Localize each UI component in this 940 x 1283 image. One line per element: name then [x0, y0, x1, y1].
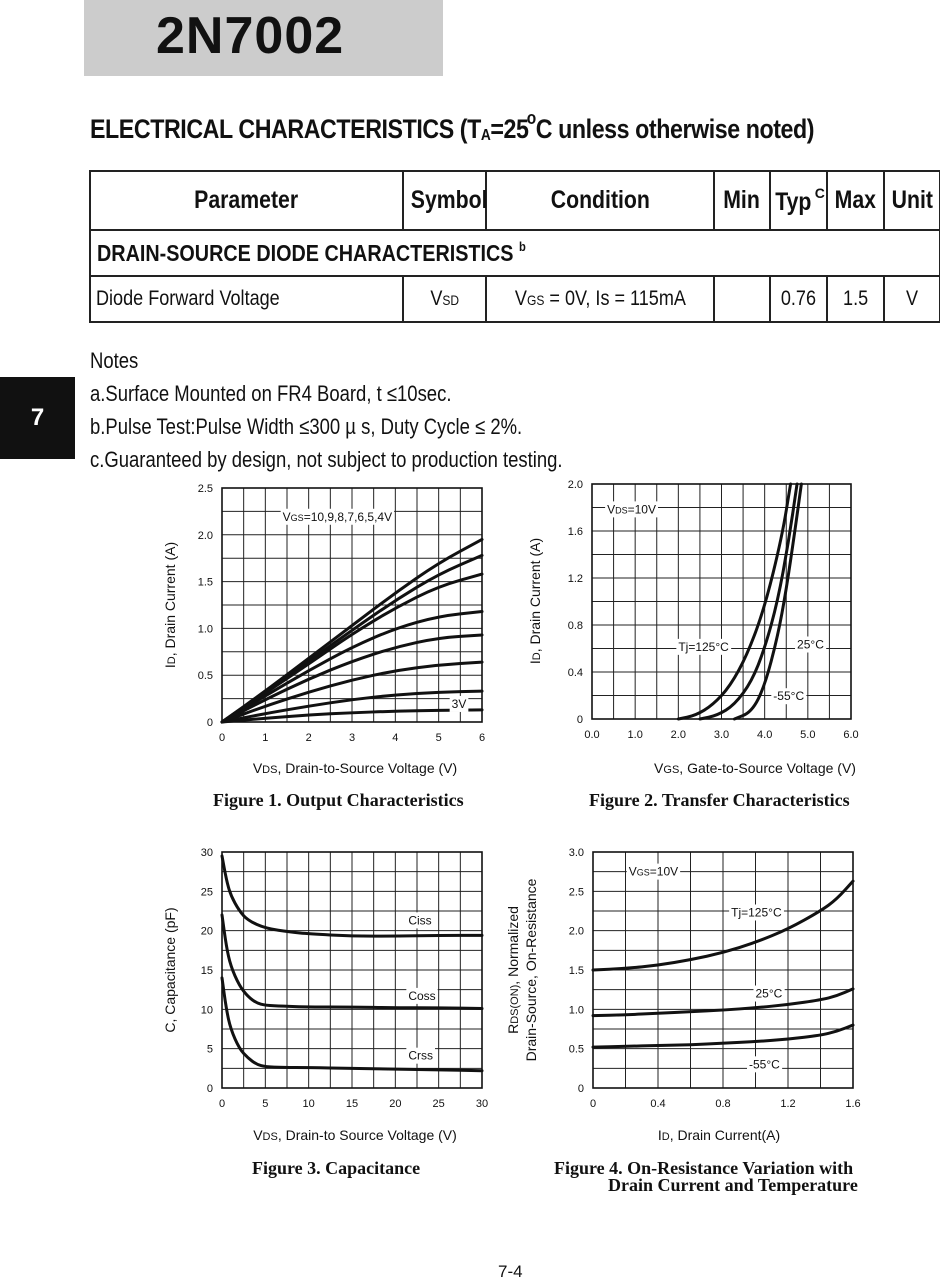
x-tick-label: 0.8 — [715, 1098, 731, 1110]
x-tick-label: 2 — [305, 732, 312, 744]
electrical-characteristics-table — [89, 170, 940, 323]
cell-condition: VGS = 0V, Is = 115mA — [486, 276, 714, 322]
x-tick-label: 0 — [218, 732, 226, 744]
x-tick-label: 0 — [589, 1098, 597, 1110]
y-tick-label: 0 — [577, 1083, 584, 1095]
y-tick-label: 2.5 — [568, 886, 584, 899]
y-tick-label: 0.4 — [567, 667, 583, 679]
figure-3-caption: Figure 3. Capacitance — [252, 1158, 421, 1178]
typ-footnote: C — [814, 184, 825, 201]
y-tick-label: 0 — [206, 1083, 213, 1095]
x-tick-label: 20 — [389, 1098, 402, 1110]
chapter-tab: 7 — [0, 377, 75, 459]
chart-annotation: 3V — [451, 696, 467, 711]
x-axis-label: VGS, Gate-to-Source Voltage (V) — [654, 760, 856, 776]
y-axis-label-line2: Drain-Source, On-Resistance — [523, 878, 539, 1062]
table-header-row — [90, 171, 940, 230]
x-tick-label: 3 — [348, 732, 356, 744]
chart-annotation: Tj=125°C — [678, 639, 729, 654]
x-tick-label: 15 — [345, 1098, 359, 1110]
y-tick-label: 1.2 — [567, 573, 583, 585]
chart-annotation: 25°C — [755, 986, 783, 1001]
x-tick-label: 0.4 — [650, 1098, 666, 1110]
heading-temp: =25 — [490, 114, 529, 144]
y-tick-label: 2.0 — [567, 479, 583, 491]
y-axis-label: C, Capacitance (pF) — [162, 907, 178, 1033]
figure-4-chart — [500, 842, 880, 1148]
header-condition: Condition — [486, 171, 714, 230]
header-symbol: Symbol — [403, 171, 486, 230]
y-tick-label: 1.5 — [197, 576, 213, 589]
y-tick-label: 0.5 — [568, 1043, 584, 1056]
x-axis-label: ID, Drain Current(A) — [657, 1127, 781, 1143]
cell-parameter: Diode Forward Voltage — [90, 276, 403, 322]
part-number-banner — [84, 0, 443, 76]
chart-annotation: VGS=10,9,8,7,6,5,4V — [282, 509, 393, 524]
heading-text: ELECTRICAL CHARACTERISTICS (T — [90, 114, 481, 144]
y-tick-label: 1.0 — [197, 623, 213, 636]
y-tick-label: 20 — [200, 925, 213, 938]
note-c: c.Guaranteed by design, not subject to production testing. — [90, 447, 563, 472]
figure-4-caption-line1: Figure 4. On-Resistance Variation with — [554, 1158, 854, 1178]
x-tick-label: 30 — [475, 1098, 489, 1110]
y-tick-label: 1.0 — [568, 1004, 584, 1017]
header-min: Min — [714, 171, 770, 230]
chart-annotation: Ciss — [408, 913, 432, 928]
x-tick-label: 1.2 — [780, 1098, 796, 1110]
x-tick-label: 4 — [392, 732, 399, 744]
y-tick-label: 0 — [576, 714, 583, 726]
y-tick-label: 0.5 — [197, 670, 213, 683]
note-a: a.Surface Mounted on FR4 Board, t ≤10sec. — [90, 381, 452, 406]
group-title-cell — [90, 230, 940, 276]
x-tick-label: 6.0 — [843, 729, 859, 741]
figure-1-caption: Figure 1. Output Characteristics — [213, 790, 464, 810]
notes — [90, 344, 563, 476]
header-typ: Typ $^C$ — [770, 171, 827, 230]
cell-unit: V — [884, 276, 940, 322]
chart-annotation: Crss — [408, 1048, 434, 1063]
part-number: 2N7002 — [156, 7, 345, 65]
y-tick-label: 5 — [206, 1043, 213, 1056]
x-tick-label: 4.0 — [757, 729, 773, 741]
chart-annotation: 25°C — [797, 637, 824, 652]
x-axis-label: VDS, Drain-to Source Voltage (V) — [253, 1127, 457, 1143]
group-title: DRAIN-SOURCE DIODE CHARACTERISTICS — [97, 240, 514, 266]
figure-1-chart — [150, 478, 500, 783]
figure-3-chart — [150, 842, 500, 1148]
y-tick-label: 15 — [200, 965, 213, 977]
chart-annotation: -55°C — [749, 1057, 780, 1072]
header-unit: Unit — [884, 171, 940, 230]
heading-subscript: A — [480, 127, 491, 144]
page-number: 7-4 — [498, 1262, 523, 1281]
chart-annotation: Coss — [408, 988, 436, 1003]
notes-title: Notes — [90, 348, 139, 373]
y-tick-label: 1.5 — [568, 965, 584, 977]
x-tick-label: 3.0 — [713, 729, 730, 741]
x-tick-label: 6 — [478, 732, 486, 744]
y-axis-label: ID, Drain Current (A) — [162, 541, 178, 669]
degree-symbol: o — [526, 108, 536, 128]
y-tick-label: 25 — [200, 886, 213, 899]
y-tick-label: 0.8 — [567, 620, 583, 632]
cell-typ: 0.76 — [770, 276, 827, 322]
y-tick-label: 2.0 — [568, 925, 584, 938]
group-footnote: b — [518, 239, 526, 254]
figure-2-chart — [515, 474, 895, 783]
chart-annotation: -55°C — [773, 689, 805, 704]
chart-annotation: VGS=10V — [628, 864, 679, 879]
y-tick-label: 30 — [200, 847, 213, 859]
x-tick-label: 5.0 — [800, 729, 816, 741]
x-tick-label: 25 — [432, 1098, 445, 1110]
x-tick-label: 10 — [302, 1098, 315, 1110]
y-axis-label: ID, Drain Current (A) — [527, 537, 543, 665]
header-parameter: Parameter — [90, 171, 403, 230]
cell-max: 1.5 — [827, 276, 884, 322]
table-row — [90, 276, 940, 322]
y-tick-label: 0 — [206, 717, 213, 729]
x-tick-label: 2.0 — [670, 729, 686, 741]
chart-annotation: Tj=125°C — [731, 905, 782, 920]
x-tick-label: 1.6 — [845, 1098, 861, 1110]
cell-min — [714, 276, 770, 322]
y-axis-label-line1: RDS(ON), Normalized — [505, 906, 521, 1034]
heading-text-rest: C unless otherwise noted) — [535, 114, 815, 144]
x-axis-label: VDS, Drain-to-Source Voltage (V) — [252, 760, 458, 776]
x-tick-label: 0 — [218, 1098, 226, 1110]
x-tick-label: 1.0 — [627, 729, 643, 741]
header-max: Max — [827, 171, 884, 230]
chart-annotation: VDS=10V — [607, 502, 656, 517]
y-tick-label: 2.0 — [197, 529, 213, 542]
x-tick-label: 1 — [262, 732, 269, 744]
x-tick-label: 0.0 — [584, 729, 600, 741]
y-tick-label: 10 — [200, 1004, 213, 1017]
x-tick-label: 5 — [435, 732, 442, 744]
y-tick-label: 2.5 — [197, 483, 213, 495]
figure-4-caption-line2: Drain Current and Temperature — [608, 1175, 858, 1195]
y-tick-label: 3.0 — [568, 847, 584, 859]
figure-2-caption: Figure 2. Transfer Characteristics — [589, 790, 850, 810]
y-tick-label: 1.6 — [567, 526, 583, 538]
x-tick-label: 5 — [262, 1098, 269, 1110]
cell-symbol: VSD — [403, 276, 486, 322]
table-group-row — [90, 230, 940, 276]
section-heading — [90, 108, 815, 145]
note-b: b.Pulse Test:Pulse Width ≤300 µ s, Duty Cycle ≤ 2%. — [90, 414, 523, 439]
